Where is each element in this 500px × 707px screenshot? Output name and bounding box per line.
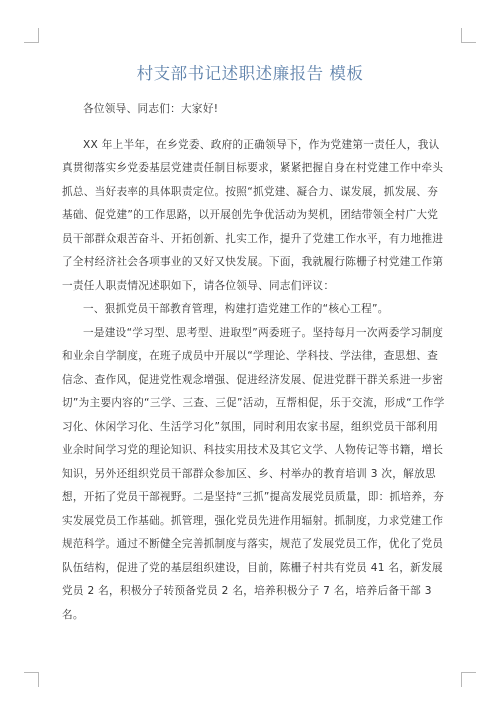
crop-mark-top-right xyxy=(461,28,476,43)
section-heading-1: 一、狠抓党员干部教育管理，构建打造党建工作的“核心工程”。 xyxy=(83,303,389,315)
salutation: 各位领导、同志们：大家好! xyxy=(83,103,219,115)
paragraph-section-1-body: 一是建设“学习型、思考型、进取型”两委班子。坚持每月一次两委学习制度和业余自学制度，在班子成员中开展以“学理论、学科技、学法律，查思想、查信念、查作风，促进党性观念增强、促进经济发展、促进党群干群关系进一步密切”为主要内容的“三学、三查、三促”活动，互帮相促，乐于交流，形成“工作学习化、休闲学习化、生活学习化”氛围，同时利用农家书屋，组织党员干部利用业余时间学习党的理论知识、科技实用技术及其它文学、人物传记等书籍，增长知识，另外还组织党员干部群众参加区、乡、村举办的教育培训 3 次，解放思想，开拓了党员干部视野。二是坚持“三抓”提高发展党员质量，即：抓培养，夯实发展党员工作基础。抓管理，强化党员先进作用辐射。抓制度，力求党建工作规范科学。通过不断健全完善抓制度与落实，规范了发展党员工作，优化了党员队伍结构，促进了党的基层组织建设，目前，陈栅子村共有党员 41 名，新发展党员 2 名，积极分子转预备党员 2 名，培养积极分子 7 名，培养后备干部 3 名。 xyxy=(62,326,445,621)
crop-mark-bottom-left xyxy=(24,672,39,687)
document-title: 村支部书记述职述廉报告 模板 xyxy=(136,64,364,83)
document-body xyxy=(62,98,446,627)
crop-mark-top-left xyxy=(24,28,39,43)
crop-mark-bottom-right xyxy=(461,672,476,687)
paragraph-intro: XX 年上半年，在乡党委、政府的正确领导下，作为党建第一责任人，我认真贯彻落实乡党委基层党建责任制目标要求，紧紧把握自身在村党建工作中牵头抓总、当好表率的具体职责定位。按照“抓党建、凝合力、谋发展，抓发展、夯基础、促党建”的工作思路，以开展创先争优活动为契机，团结带领全村广大党员干部群众艰苦奋斗、开拓创新、扎实工作，提升了党建工作水平，有力地推进了全村经济社会各项事业的又好又快发展。下面，我就履行陈栅子村党建工作第一责任人职责情况述职如下，请各位领导、同志们评议： xyxy=(62,138,444,292)
